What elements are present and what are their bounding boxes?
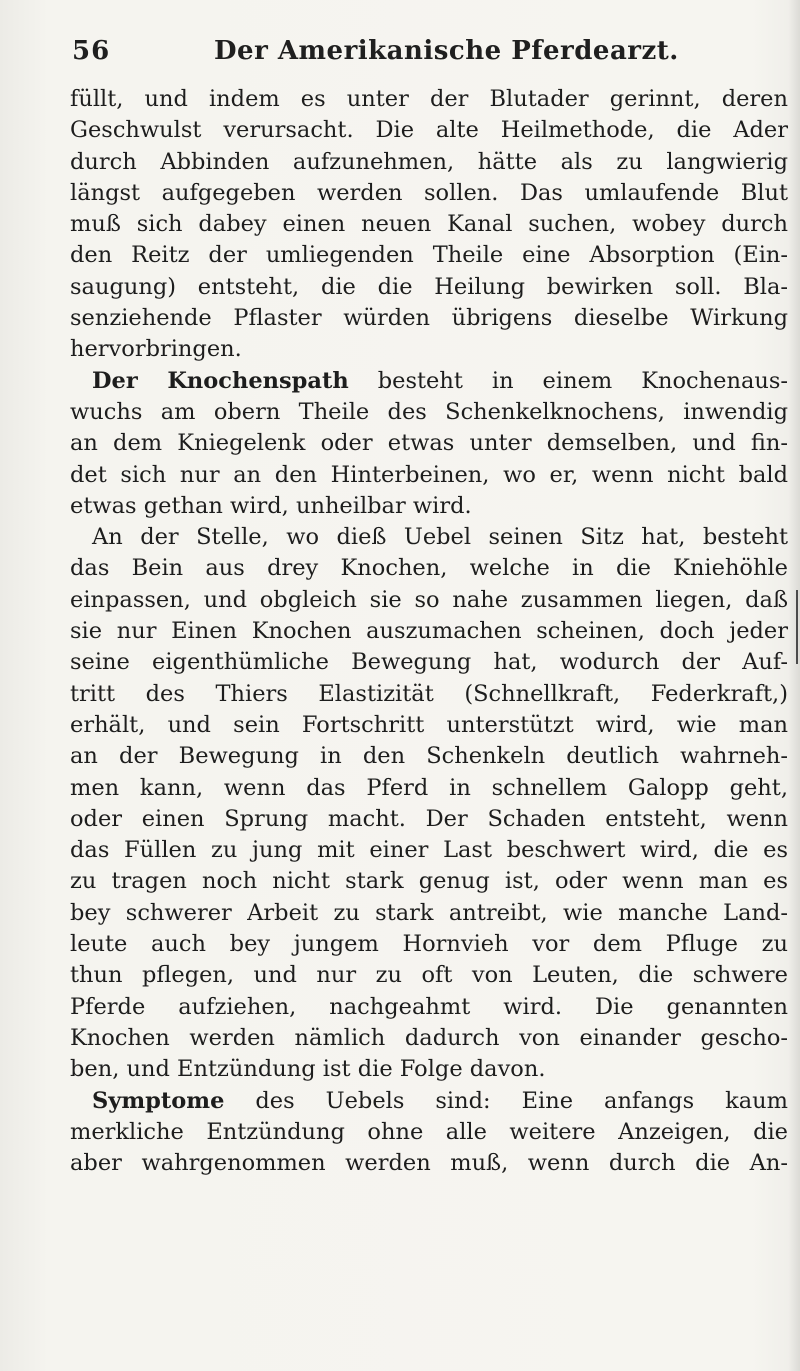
text-line: thun pflegen, und nur zu oft von Leuten, die schwere [70, 962, 788, 989]
text-fragment: besteht in einem Knochenaus- [348, 367, 789, 394]
text-line: etwas gethan wird, unheilbar wird. [70, 492, 472, 519]
page-edge-shadow [788, 0, 800, 1371]
page-header [70, 30, 780, 70]
text-line: men kann, wenn das Pferd in schnellem Galopp geht, [70, 774, 788, 801]
binding-edge-mark [796, 590, 798, 664]
text-line: durch Abbinden aufzunehmen, hätte als zu langwierig [70, 148, 788, 175]
term-heading: Symptome [92, 1087, 225, 1114]
text-line: merkliche Entzündung ohne alle weitere Anzeigen, die [70, 1118, 788, 1145]
text-line: seine eigenthümliche Bewegung hat, wodurch der Auf- [70, 649, 788, 676]
text-line: hervorbringen. [70, 336, 242, 363]
page-number: 56 [72, 36, 111, 66]
running-head: Der Amerikanische Pferdearzt. [214, 36, 679, 66]
text-line: ben, und Entzündung ist die Folge davon. [70, 1056, 546, 1083]
text-line: füllt, und indem es unter der Blutader gerinnt, deren [70, 86, 788, 112]
text-line: an der Bewegung in den Schenkeln deutlich wahrneh- [70, 743, 788, 770]
text-line: den Reitz der umliegenden Theile eine Absorption (Ein- [70, 242, 788, 269]
text-line: Pferde aufziehen, nachgeahmt wird. Die genannten [70, 993, 788, 1020]
text-line: tritt des Thiers Elastizität (Schnellkraft, Federkraft,) [70, 680, 788, 707]
text-line: einpassen, und obgleich sie so nahe zusammen liegen, daß [70, 586, 788, 613]
text-line: An der Stelle, wo dieß Uebel seinen Sitz hat, besteht [92, 524, 788, 551]
text-line: erhält, und sein Fortschritt unterstützt wird, wie man [70, 711, 788, 738]
text-line: muß sich dabey einen neuen Kanal suchen, wobey durch [70, 211, 788, 238]
text-fragment: des Uebels sind: Eine anfangs kaum [224, 1087, 788, 1114]
text-line: das Bein aus drey Knochen, welche in die Kniehöhle [70, 555, 788, 582]
text-line: saugung) entsteht, die die Heilung bewirken soll. Bla- [70, 273, 788, 300]
text-line: sie nur Einen Knochen auszumachen scheinen, doch jeder [70, 618, 788, 645]
text-line: aber wahrgenommen werden muß, wenn durch die An- [70, 1150, 788, 1177]
text-line: Knochen werden nämlich dadurch von einander gescho- [70, 1024, 788, 1051]
text-line-with-term [70, 1086, 788, 1117]
text-line-with-term [70, 366, 788, 397]
text-line: Geschwulst verursacht. Die alte Heilmethode, die Ader [70, 117, 788, 144]
text-line: bey schwerer Arbeit zu stark antreibt, wie manche Land- [70, 899, 788, 926]
text-line: oder einen Sprung macht. Der Schaden entsteht, wenn [70, 805, 788, 832]
text-line: leute auch bey jungem Hornvieh vor dem Pfluge zu [70, 931, 788, 958]
text-line: das Füllen zu jung mit einer Last beschwert wird, die es [70, 837, 788, 864]
text-line: senziehende Pflaster würden übrigens dieselbe Wirkung [70, 305, 788, 332]
text-line: det sich nur an den Hinterbeinen, wo er, wenn nicht bald [70, 461, 788, 488]
term-heading: Der Knochenspath [92, 367, 349, 394]
text-line: längst aufgegeben werden sollen. Das umlaufende Blut [70, 179, 788, 206]
text-line: wuchs am obern Theile des Schenkelknochens, inwendig [70, 398, 788, 425]
text-line: an dem Kniegelenk oder etwas unter demselben, und fin- [70, 430, 788, 457]
text-line: zu tragen noch nicht stark genug ist, oder wenn man es [70, 868, 788, 895]
body-text [70, 84, 788, 1179]
